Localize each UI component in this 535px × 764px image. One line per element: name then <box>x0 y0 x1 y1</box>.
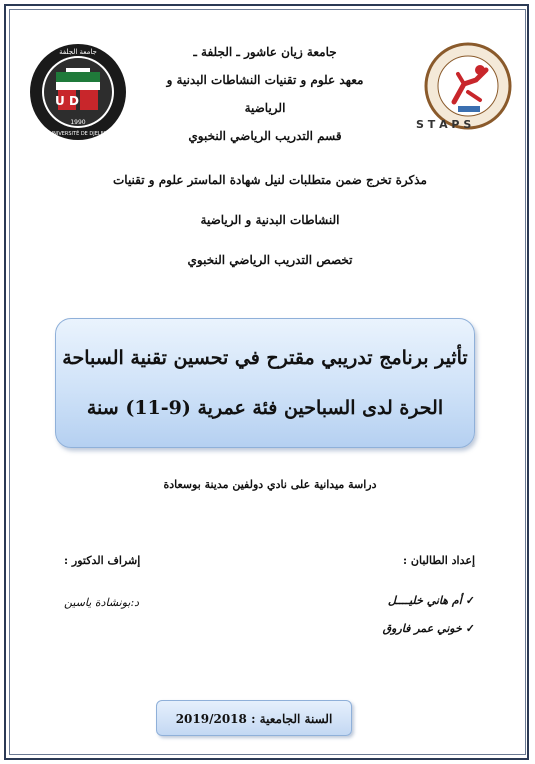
logo-arc-text: جامعة الجلفة <box>59 48 97 56</box>
academic-year-label: السنة الجامعية : <box>251 712 333 726</box>
logo-year: 1990 <box>70 119 86 126</box>
student-name-2-text: خوني عمر فاروق <box>382 622 462 635</box>
header-block <box>150 38 380 150</box>
student-name-1 <box>388 594 475 607</box>
check-icon: ✓ <box>465 594 475 607</box>
academic-year-value: 2019/2018 <box>175 712 247 726</box>
university-name: جامعة زيان عاشور ـ الجلفة ـ <box>193 45 337 59</box>
supervisor-name: د:بونشادة ياسين <box>64 596 140 609</box>
institute-name: معهد علوم و تقنيات النشاطات البدنية و الرياضية <box>166 73 364 115</box>
thesis-title-line-2: الحرة لدى السباحين فئة عمرية (9-11) سنة <box>86 397 444 419</box>
student-name-2 <box>383 622 475 635</box>
memo-line-2: النشاطات البدنية و الرياضية <box>200 213 340 227</box>
staps-letters: S T A P S <box>416 118 472 131</box>
logo-bottom-text: UNIVERSITÉ DE DJELFA <box>49 131 107 137</box>
university-logo <box>28 42 128 142</box>
logo-letter-u: U D <box>55 94 79 108</box>
memo-block <box>80 160 460 280</box>
students-label: إعداد الطالبان : <box>403 554 475 567</box>
supervisor-label: إشراف الدكتور : <box>64 554 141 567</box>
memo-line-1: مذكرة تخرج ضمن متطلبات لنيل شهادة الماستر علوم و تقنيات <box>112 173 427 187</box>
student-name-1-text: أم هاني خليــــل <box>387 594 462 607</box>
academic-year-box <box>156 700 352 736</box>
thesis-title-line-1: تأثير برنامج تدريبي مقترح في تحسين تقنية السباحة <box>62 347 468 369</box>
department-name: قسم التدريب الرياضي النخبوي <box>188 129 342 143</box>
check-icon: ✓ <box>465 622 475 635</box>
memo-line-3: تخصص التدريب الرياضي النخبوي <box>187 253 353 267</box>
study-description: دراسة ميدانية على نادي دولفين مدينة بوسعادة <box>163 478 377 491</box>
staps-logo <box>406 36 516 136</box>
thesis-title-box <box>55 318 475 448</box>
